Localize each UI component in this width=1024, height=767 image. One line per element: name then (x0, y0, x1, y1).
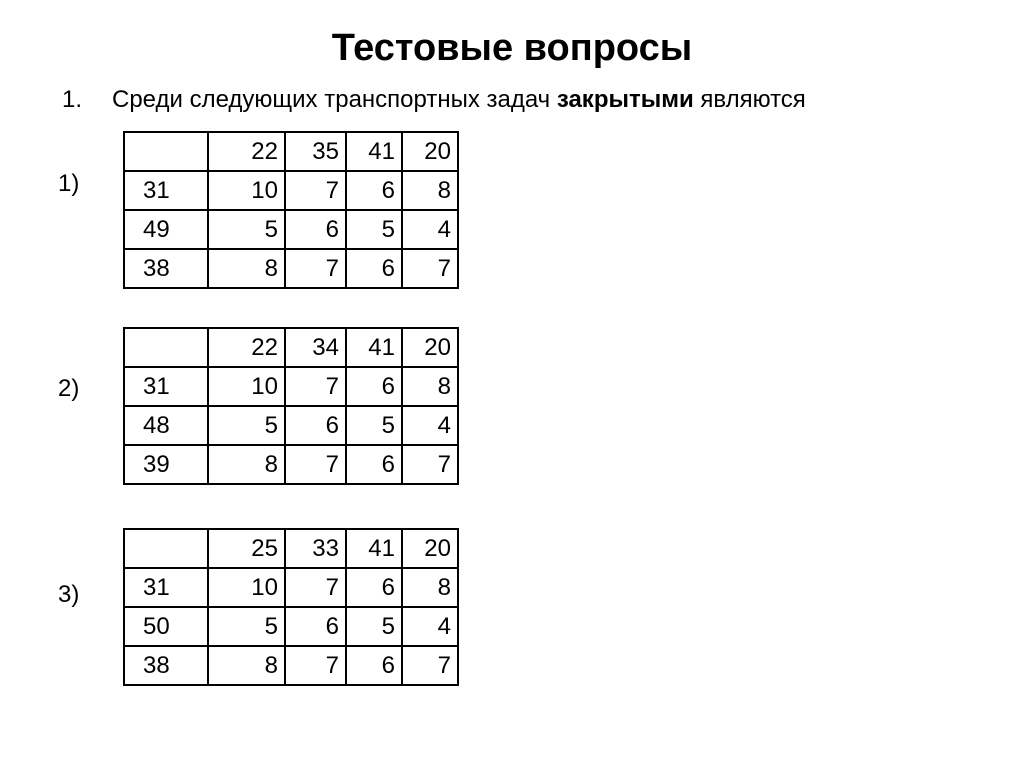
table-cell: 10 (208, 171, 285, 210)
table-row (124, 367, 458, 406)
table-cell: 5 (208, 607, 285, 646)
table-cell: 7 (285, 367, 346, 406)
table-cell: 31 (124, 568, 208, 607)
option-label: 3) (58, 581, 80, 608)
question-text-bold: закрытыми (556, 86, 694, 113)
transport-table (123, 327, 459, 485)
option-label: 2) (58, 375, 80, 402)
table-cell: 25 (208, 529, 285, 568)
table-cell: 20 (402, 328, 458, 367)
table-cell: 33 (285, 529, 346, 568)
table-cell: 8 (208, 249, 285, 288)
question-number: 1. (62, 86, 83, 113)
table-row (124, 568, 458, 607)
table-cell: 41 (346, 529, 402, 568)
table-row (124, 445, 458, 484)
transport-table (123, 528, 459, 686)
table-cell: 38 (124, 646, 208, 685)
table-header-row (124, 529, 458, 568)
option-label: 1) (58, 170, 80, 197)
table-cell: 4 (402, 607, 458, 646)
table-cell: 7 (402, 646, 458, 685)
table-row (124, 249, 458, 288)
table-row (124, 607, 458, 646)
table-cell: 8 (402, 568, 458, 607)
table-cell: 6 (346, 171, 402, 210)
table-cell: 5 (346, 210, 402, 249)
question-text-start: Среди следующих транспортных задач (112, 86, 557, 113)
table-cell: 8 (402, 171, 458, 210)
table-cell: 22 (208, 328, 285, 367)
table-cell (124, 328, 208, 367)
table-cell: 7 (285, 445, 346, 484)
table-cell (124, 529, 208, 568)
table-cell: 10 (208, 568, 285, 607)
table-cell: 20 (402, 529, 458, 568)
table-cell: 7 (402, 249, 458, 288)
table-cell: 6 (346, 445, 402, 484)
table-cell: 49 (124, 210, 208, 249)
table-cell: 39 (124, 445, 208, 484)
table-cell: 31 (124, 367, 208, 406)
table-cell: 20 (402, 132, 458, 171)
table-cell: 5 (208, 406, 285, 445)
table-cell: 48 (124, 406, 208, 445)
table-cell: 5 (346, 406, 402, 445)
table-cell: 6 (285, 210, 346, 249)
table-cell: 8 (208, 445, 285, 484)
table-cell: 31 (124, 171, 208, 210)
table-cell: 10 (208, 367, 285, 406)
table-cell: 7 (285, 646, 346, 685)
table-row (124, 171, 458, 210)
table-cell: 34 (285, 328, 346, 367)
table-cell: 7 (285, 249, 346, 288)
table-row (124, 646, 458, 685)
table-cell (124, 132, 208, 171)
table-cell: 6 (346, 367, 402, 406)
table-cell: 6 (346, 249, 402, 288)
table-cell: 8 (208, 646, 285, 685)
table-cell: 4 (402, 210, 458, 249)
table-cell: 7 (285, 568, 346, 607)
table-cell: 7 (402, 445, 458, 484)
table-cell: 4 (402, 406, 458, 445)
table-row (124, 210, 458, 249)
table-cell: 8 (402, 367, 458, 406)
table-cell: 41 (346, 328, 402, 367)
transport-table (123, 131, 459, 289)
table-header-row (124, 132, 458, 171)
table-cell: 41 (346, 132, 402, 171)
table-cell: 7 (285, 171, 346, 210)
table-cell: 35 (285, 132, 346, 171)
table-header-row (124, 328, 458, 367)
question-text-end: являются (693, 86, 806, 113)
table-cell: 38 (124, 249, 208, 288)
table-cell: 6 (285, 406, 346, 445)
table-cell: 6 (346, 646, 402, 685)
table-cell: 5 (208, 210, 285, 249)
table-cell: 50 (124, 607, 208, 646)
page-title: Тестовые вопросы (331, 27, 693, 69)
question-1 (62, 84, 806, 116)
table-cell: 22 (208, 132, 285, 171)
table-cell: 5 (346, 607, 402, 646)
table-cell: 6 (285, 607, 346, 646)
table-cell: 6 (346, 568, 402, 607)
table-row (124, 406, 458, 445)
